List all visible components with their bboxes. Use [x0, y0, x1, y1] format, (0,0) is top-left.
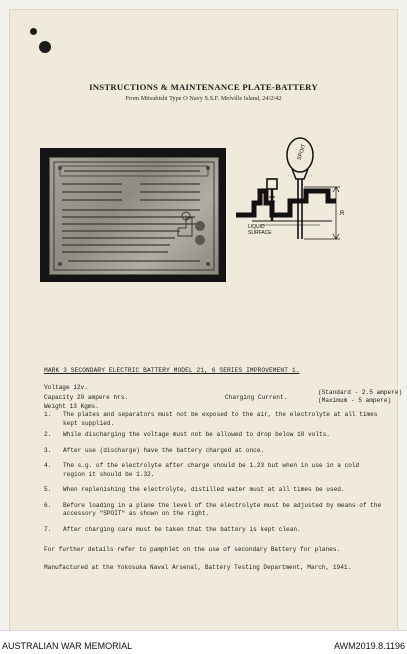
pamphlet-note: For further details refer to pamphlet on the use of secondary Battery for planes. [44, 546, 341, 553]
spec-capacity: Capacity 20 ampere hrs. [44, 394, 129, 401]
liquid-surface-label-wrap [248, 224, 296, 244]
plate-engraving [50, 158, 218, 274]
instruction-number: 7. [44, 525, 52, 533]
document-title: INSTRUCTIONS & MAINTENANCE PLATE-BATTERY [89, 82, 318, 92]
spec-standard-current: (Standard - 2.5 ampere) [318, 389, 403, 396]
instruction-number: 6. [44, 501, 52, 509]
spec-weight: Weight 13 Kgms. [44, 403, 99, 410]
punch-hole-large [39, 41, 51, 53]
footer-institution: AUSTRALIAN WAR MEMORIAL [2, 641, 133, 651]
footer-accession-number: AWM2019.8.1196 [333, 641, 405, 651]
manufacture-note: Manufactured at the Yokosuka Naval Arsenal, Battery Testing Department, March, 1941. [44, 564, 352, 571]
instruction-number: 2. [44, 431, 52, 438]
spoit-label: SPOIT [296, 143, 308, 161]
instruction-text: The s.g. of the electrolyte after charge should be 1.23 but when in use in a cold region it should be 1.32. [63, 462, 360, 478]
spec-maximum-current: (Maximum - 5 ampere) [318, 397, 392, 404]
instruction-list [44, 411, 384, 534]
instruction-number: 3. [44, 446, 52, 454]
instruction-item [44, 431, 384, 440]
instruction-text: After charging care must be taken that the battery is kept clean. [63, 525, 301, 533]
engraved-plate [49, 157, 219, 275]
instruction-number: 5. [44, 486, 52, 493]
liquid-surface-label: LIQUID SURFACE [248, 224, 272, 236]
document-page [10, 10, 397, 630]
instruction-text: Before loading in a plane the level of the electrolyte must be adjusted by means of the accessory "SPOIT" as shown on the right. [63, 501, 382, 517]
battery-plate-photo [40, 148, 226, 282]
instruction-text: After use (discharge) have the battery charged at once. [63, 446, 265, 454]
spec-voltage: Voltage 12v. [44, 384, 88, 391]
instruction-number: 1. [44, 411, 52, 418]
dimension-label: R [340, 211, 345, 217]
battery-heading: MARK 3 SECONDARY ELECTRIC BATTERY MODEL 21, 6 SERIES IMPROVEMENT 1. [44, 367, 300, 374]
instruction-item [44, 486, 384, 495]
punch-hole-small [30, 28, 37, 35]
document-subtitle: From Mitsubishi Type O Navy S.S.F. Melville Island, 24/2/42 [125, 95, 282, 102]
spec-charging-current: Charging Current. [225, 394, 288, 401]
instruction-item [44, 411, 384, 428]
instruction-item [44, 447, 384, 456]
spoit-diagram [232, 135, 382, 260]
instruction-number: 4. [44, 462, 52, 469]
instruction-item [44, 462, 384, 479]
instruction-text: When replenishing the electrolyte, distilled water must at all times be used. [63, 486, 345, 493]
instruction-item [44, 526, 384, 535]
instruction-text: While discharging the voltage must not be allowed to drop below 10 volts. [63, 431, 330, 438]
instruction-text: The plates and separators must not be exposed to the air, the electrolyte at all times kept supplied. [63, 411, 378, 427]
footer-bar [0, 630, 407, 654]
instruction-item [44, 502, 384, 519]
